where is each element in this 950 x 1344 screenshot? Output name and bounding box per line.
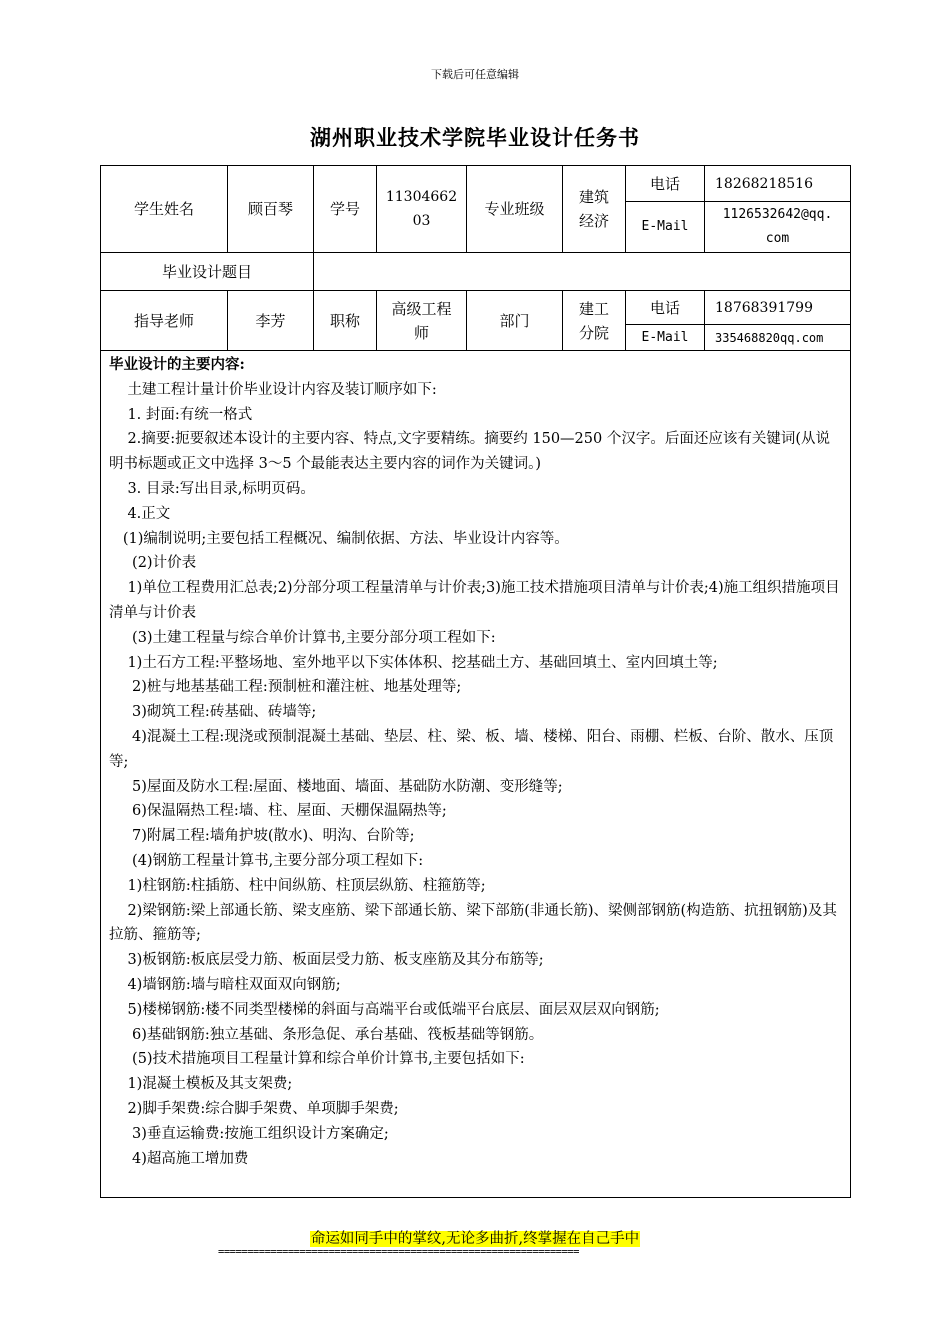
footer-motto-text: 命运如同手中的掌纹,无论多曲折,终掌握在自己手中 [310, 1231, 640, 1247]
content-line: 6)保温隔热工程:墙、柱、屋面、天棚保温隔热等; [109, 803, 447, 820]
content-line: (5)技术措施项目工程量计算和综合单价计算书,主要包括如下: [109, 1051, 525, 1068]
content-line: 1)土石方工程:平整场地、室外地平以下实体体积、挖基础土方、基础回填土、室内回填土等; [109, 654, 718, 671]
content-line: (1)编制说明;主要包括工程概况、编制依据、方法、毕业设计内容等。 [109, 530, 569, 547]
student-row-1 [101, 166, 851, 202]
content-line: 4)混凝土工程:现浇或预制混凝土基础、垫层、柱、梁、板、墙、楼梯、阳台、雨棚、栏板、台阶、散水、压顶等; [109, 728, 834, 770]
student-id: 11304662 03 [377, 166, 467, 253]
content-line: 7)附属工程:墙角护坡(散水)、明沟、台阶等; [109, 828, 415, 845]
advisor-title: 高级工程 师 [377, 291, 467, 351]
student-email-label: E-Mail [626, 202, 705, 253]
content-line: 5)楼梯钢筋:楼不同类型楼梯的斜面与高端平台或低端平台底层、面层双层双向钢筋; [109, 1001, 660, 1018]
content-line: 3)砌筑工程:砖基础、砖墙等; [109, 704, 317, 721]
content-line: 1)单位工程费用汇总表;2)分部分项工程量清单与计价表;3)施工技术措施项目清单与计价表;4)施工组织措施项目清单与计价表 [109, 580, 840, 621]
advisor-phone-label: 电话 [626, 291, 705, 325]
content-cell [101, 351, 851, 1198]
advisor-title-label: 职称 [314, 291, 377, 351]
student-name: 顾百琴 [228, 166, 314, 253]
content-line: 4)墙钢筋:墙与暗柱双面双向钢筋; [109, 976, 341, 993]
class-value: 建筑 经济 [563, 166, 626, 253]
content-line: 6)基础钢筋:独立基础、条形急促、承台基础、筏板基础等钢筋。 [109, 1026, 544, 1043]
advisor-email-label: E-Mail [626, 325, 705, 351]
content-line: 土建工程计量计价毕业设计内容及装订顺序如下: [109, 381, 437, 398]
content-line: 4)超高施工增加费 [109, 1150, 249, 1167]
advisor-email: 335468820qq.com [705, 325, 851, 351]
content-line: 2)桩与地基基础工程:预制桩和灌注桩、地基处理等; [109, 679, 462, 696]
document-title: 湖州职业技术学院毕业设计任务书 [310, 125, 640, 150]
header-note: 下载后可任意编辑 [431, 68, 519, 81]
content-line: 2.摘要:扼要叙述本设计的主要内容、特点,文字要精练。摘要约 150—250 个汉字。后面还应该有关键词(从说明书标题或正文中选择 3～5 个最能表达主要内容的词作为关键词。) [109, 431, 830, 473]
content-line: (4)钢筋工程量计算书,主要分部分项工程如下: [109, 852, 424, 869]
dept-label: 部门 [467, 291, 563, 351]
content-line: 1. 封面:有统一格式 [109, 406, 253, 423]
content-lines [109, 378, 844, 1172]
content-line: (2)计价表 [109, 555, 197, 572]
content-line: 1)混凝土模板及其支架费; [109, 1076, 293, 1093]
content-row [101, 351, 851, 1198]
content-line: 1)柱钢筋:柱插筋、柱中间纵筋、柱顶层纵筋、柱箍筋等; [109, 877, 486, 894]
topic-label: 毕业设计题目 [101, 253, 314, 291]
content-line: 3)垂直运输费:按施工组织设计方案确定; [109, 1125, 389, 1142]
student-email: 1126532642@qq. com [705, 202, 851, 253]
dept-value: 建工 分院 [563, 291, 626, 351]
student-id-label: 学号 [314, 166, 377, 253]
content-line: 5)屋面及防水工程:屋面、楼地面、墙面、基础防水防潮、变形缝等; [109, 778, 563, 795]
advisor-name: 李芳 [228, 291, 314, 351]
topic-row [101, 253, 851, 291]
class-label: 专业班级 [467, 166, 563, 253]
content-line: 3. 目录:写出目录,标明页码。 [109, 480, 315, 497]
task-form-table [100, 165, 851, 1198]
content-heading: 毕业设计的主要内容: [109, 356, 245, 373]
student-phone: 18268218516 [705, 166, 851, 202]
content-line: 4.正文 [109, 505, 171, 522]
student-name-label: 学生姓名 [101, 166, 228, 253]
advisor-label: 指导老师 [101, 291, 228, 351]
content-line: (3)土建工程量与综合单价计算书,主要分部分项工程如下: [109, 629, 496, 646]
student-phone-label: 电话 [626, 166, 705, 202]
footer-rule: ============================================================== [218, 1246, 579, 1258]
content-line: 2)脚手架费:综合脚手架费、单项脚手架费; [109, 1100, 399, 1117]
content-line: 3)板钢筋:板底层受力筋、板面层受力筋、板支座筋及其分布筋等; [109, 952, 544, 969]
topic-value [314, 253, 851, 291]
advisor-row-1 [101, 291, 851, 325]
advisor-phone: 18768391799 [705, 291, 851, 325]
footer-motto [0, 1227, 950, 1248]
content-line: 2)梁钢筋:梁上部通长筋、梁支座筋、梁下部通长筋、梁下部筋(非通长筋)、梁侧部钢筋(构造筋、抗扭钢筋)及其拉筋、箍筋等; [109, 902, 837, 944]
